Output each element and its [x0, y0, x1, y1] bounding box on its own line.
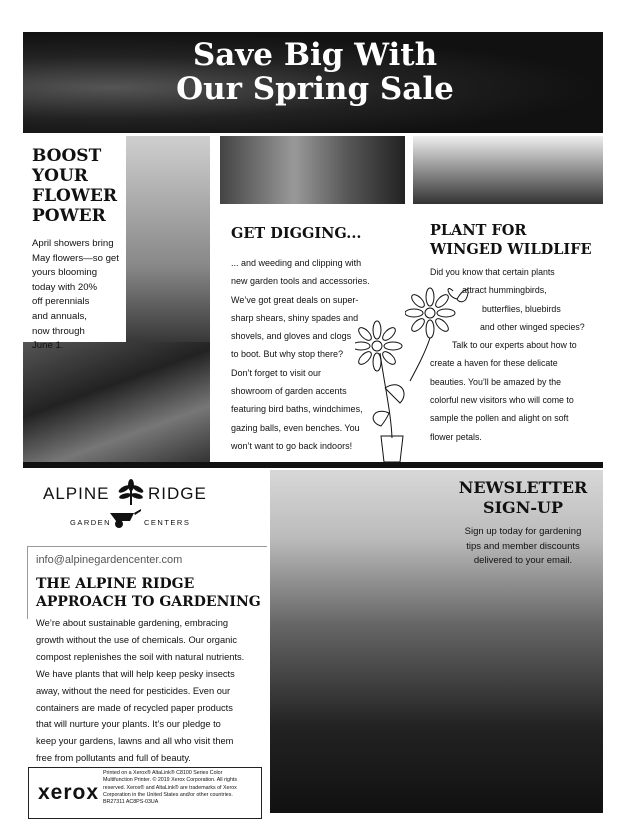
- logo-sub-right: CENTERS: [144, 518, 191, 527]
- contact-email[interactable]: info@alpinegardencenter.com: [36, 554, 183, 566]
- logo-name-left: ALPINE: [43, 484, 110, 503]
- footer-legal: Printed on a Xerox® AltaLink® C8100 Series Color Multifunction Printer. © 2019 Xerox Corporation. All rights reserved. Xerox® and AltaLink® are trademarks of Xerox Corporation in the United States and/or other countries. BR27311 AC8PS-03UA: [103, 770, 238, 806]
- wildlife-body: Did you know that certain plants attract hummingbirds, butterflies, bluebirds and other winged species? Talk to our experts about how to create a haven for these delicate beauties. You’ll be amazed by the colorful new visitors who will come to sample the pollen and alight on soft flower petals.: [430, 267, 585, 442]
- digging-heading: GET DIGGING...: [231, 225, 362, 242]
- boost-body: April showers bring May flowers—so get yours blooming today with 20% off perennials and annuals, now through June 1.: [32, 238, 119, 352]
- digging-body: ... and weeding and clipping with new garden tools and accessories. We’ve got great deals on super- sharp shears, shiny spades and shovels, and gloves and clogs to boot. But why stop there? Don’t forget to visit our showroom of garden accents featuring bird baths, windchimes, gazing balls, even benches. You won’t want to go back indoors!: [231, 258, 370, 451]
- approach-body: We’re about sustainable gardening, embracing growth without the use of chemicals. Our organic compost replenishes the soil with natural nutrients. We have plants that will help keep pesky insects away, without the need for pesticides. Even our containers are made of recycled paper products that will nurture your plants. It’s our pledge to keep your gardens, lawns and all who visit them free from pollutants and full of beauty.: [36, 618, 245, 764]
- grass-photo: [413, 136, 603, 204]
- newsletter-heading: NEWSLETTER SIGN-UP: [458, 478, 588, 517]
- logo-name-right: RIDGE: [148, 484, 207, 503]
- boost-heading: BOOST YOUR FLOWER POWER: [32, 146, 118, 226]
- garden-tools-photo: [220, 136, 405, 204]
- section-divider: [23, 462, 603, 468]
- newsletter-body: Sign up today for gardening tips and member discounts delivered to your email.: [464, 526, 582, 566]
- logo-sub-left: GARDEN: [70, 518, 112, 527]
- logo-name: [43, 484, 109, 504]
- flowers-photo: [23, 342, 210, 462]
- xerox-logo: xerox: [38, 781, 100, 804]
- wildlife-heading: PLANT FOR WINGED WILDLIFE: [430, 222, 592, 258]
- approach-box-border: [27, 546, 28, 619]
- banner-title: Save Big With Our Spring Sale: [176, 37, 454, 107]
- approach-heading: THE ALPINE RIDGE APPROACH TO GARDENING: [36, 576, 261, 610]
- flower-butterfly-illustration: [405, 283, 475, 383]
- wheelbarrow-icon: [108, 507, 142, 529]
- approach-box-top: [27, 546, 267, 547]
- logo-plant-icon: [117, 479, 145, 505]
- girl-watering-photo: [270, 470, 603, 813]
